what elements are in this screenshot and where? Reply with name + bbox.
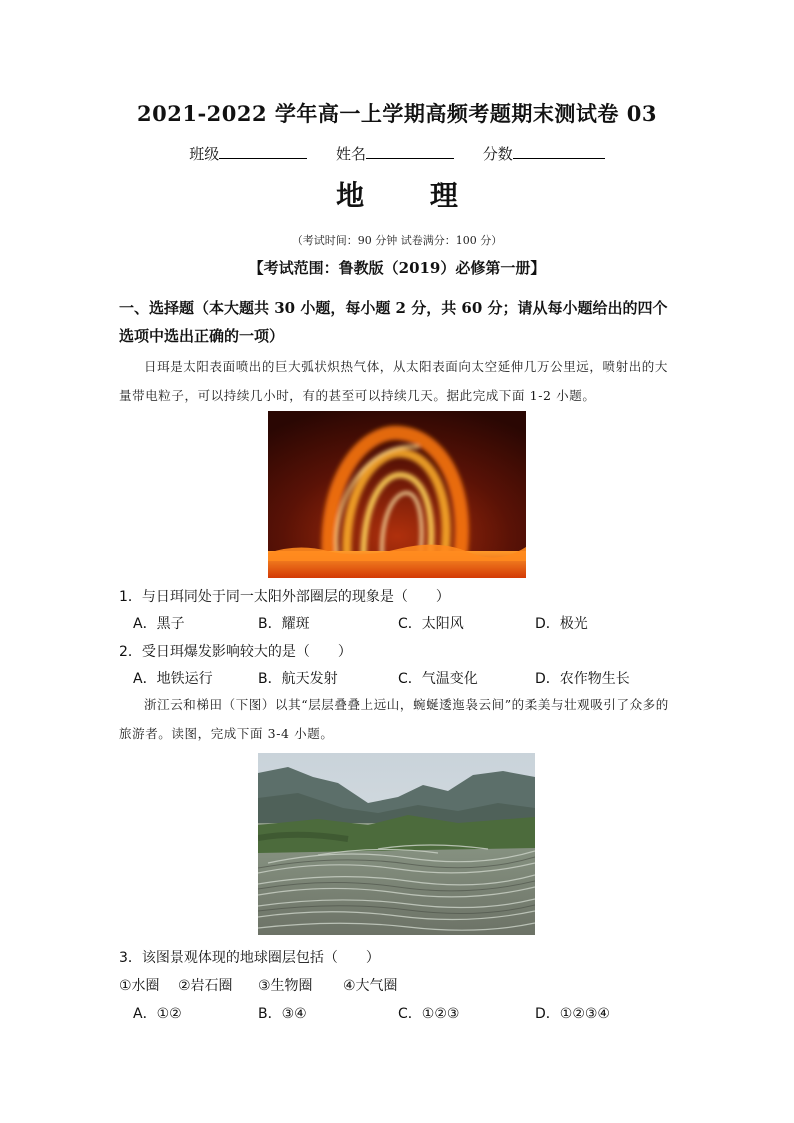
class-label: 班级 <box>189 145 220 163</box>
q1-option-a[interactable]: A．黑子 <box>133 616 185 632</box>
q3-option-b[interactable]: B．③④ <box>258 1006 307 1022</box>
q1-option-d[interactable]: D．极光 <box>535 616 588 632</box>
q1-option-c[interactable]: C．太阳风 <box>398 616 464 632</box>
passage-terraces: 浙江云和梯田（下图）以其“层层叠叠上远山，蜿蜒逶迤袅云间”的柔美与壮观吸引了众多的旅游者。读图，完成下面 3-4 小题。 <box>119 697 669 741</box>
score-field[interactable] <box>483 143 605 164</box>
name-blank[interactable] <box>366 144 454 159</box>
name-field[interactable] <box>336 143 454 164</box>
q2-option-c[interactable]: C．气温变化 <box>398 671 478 687</box>
section-heading: 一、选择题（本大题共 30 小题，每小题 2 分，共 60 分；请从每小题给出的四个选项中选出正确的一项） <box>119 299 668 345</box>
q3-item-1: ①水圈 <box>119 978 160 994</box>
solar-prominence-image <box>268 411 526 578</box>
exam-scope: 【考试范围：鲁教版（2019）必修第一册】 <box>248 259 546 277</box>
q2-option-d[interactable]: D．农作物生长 <box>535 671 630 687</box>
score-label: 分数 <box>482 145 513 163</box>
q3-option-d[interactable]: D．①②③④ <box>535 1006 610 1022</box>
score-blank[interactable] <box>513 144 605 159</box>
q3-option-a[interactable]: A．①② <box>133 1006 182 1022</box>
q3-option-c[interactable]: C．①②③ <box>398 1006 460 1022</box>
exam-title: 2021-2022 学年高一上学期高频考题期末测试卷 03 <box>137 101 657 126</box>
question-3-stem: 3．该图景观体现的地球圈层包括（ ） <box>119 950 380 966</box>
student-info-fields <box>0 143 794 164</box>
passage-solar-prominence: 日珥是太阳表面喷出的巨大弧状炽热气体，从太阳表面向太空延伸几万公里远，喷射出的大量带电粒子，可以持续几小时，有的甚至可以持续几天。据此完成下面 1-2 小题。 <box>119 359 669 403</box>
q3-item-3: ③生物圈 <box>258 978 313 994</box>
q1-option-b[interactable]: B．耀斑 <box>258 616 310 632</box>
class-field[interactable] <box>189 143 307 164</box>
exam-meta: （考试时间：90 分钟 试卷满分：100 分） <box>291 234 503 247</box>
name-label: 姓名 <box>335 145 366 163</box>
subject-title: 地 理 <box>336 179 486 212</box>
q2-option-a[interactable]: A．地铁运行 <box>133 671 213 687</box>
class-blank[interactable] <box>219 144 307 159</box>
q3-item-2: ②岩石圈 <box>178 978 233 994</box>
question-2-stem: 2．受日珥爆发影响较大的是（ ） <box>119 644 352 660</box>
q3-item-4: ④大气圈 <box>343 978 398 994</box>
question-1-stem: 1．与日珥同处于同一太阳外部圈层的现象是（ ） <box>119 589 450 605</box>
terraced-fields-image <box>258 753 535 935</box>
q2-option-b[interactable]: B．航天发射 <box>258 671 338 687</box>
